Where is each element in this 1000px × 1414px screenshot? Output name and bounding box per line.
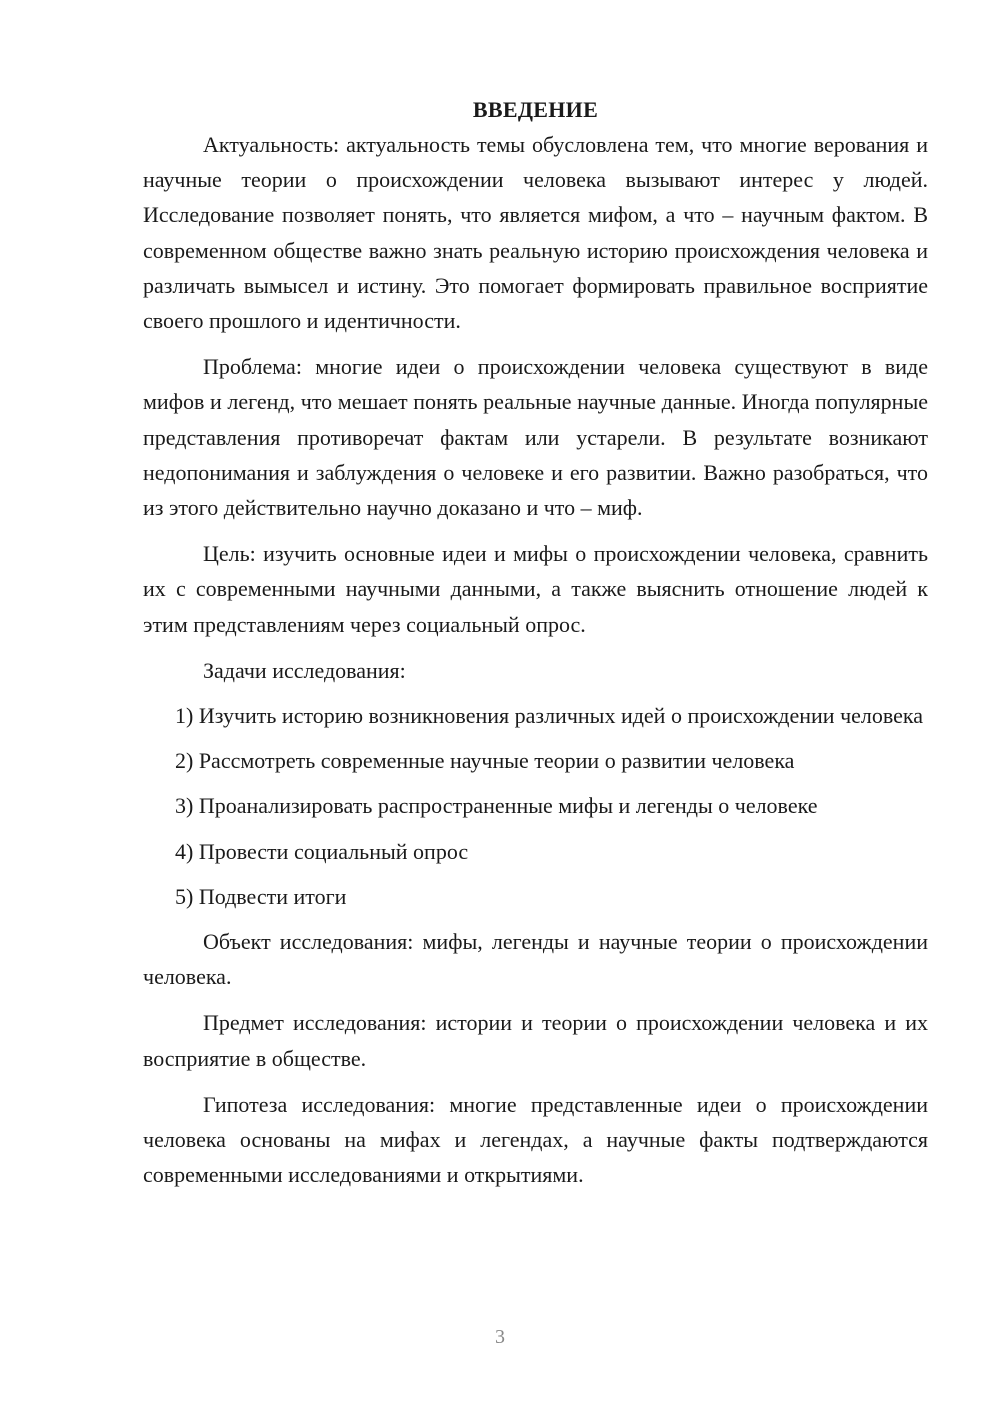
- tasks-heading: Задачи исследования:: [203, 657, 406, 683]
- page-title: ВВЕДЕНИЕ: [472, 97, 599, 122]
- paragraph-relevance: Актуальность: актуальность темы обусловлена тем, что многие верования и научные теории о происхождении человека вызывают интерес у людей. Исследование позволяет понять, что является мифом, а что – научным фактом. В современном обществе важно знать реальную историю происхождения человека и различать вымысел и истину. Это помогает формировать правильное восприятие своего прошлого и идентичности.: [143, 132, 928, 334]
- paragraph-subject: Предмет исследования: истории и теории о происхождении человека и их восприятие в обществе.: [143, 1010, 928, 1071]
- list-item: 2) Рассмотреть современные научные теории о развитии человека: [175, 748, 795, 774]
- paragraph-hypothesis: Гипотеза исследования: многие представленные идеи о происхождении человека основаны на мифах и легендах, а научные факты подтверждаются современными исследованиями и открытиями.: [143, 1091, 928, 1188]
- tasks-list: [143, 698, 928, 914]
- list-item: 5) Подвести итоги: [175, 883, 347, 909]
- list-item: 1) Изучить историю возникновения различных идей о происхождении человека: [175, 703, 924, 729]
- page-number: 3: [495, 1326, 505, 1348]
- document-page: [143, 92, 928, 1203]
- list-item: 4) Провести социальный опрос: [175, 838, 469, 864]
- paragraph-problem: Проблема: многие идеи о происхождении человека существуют в виде мифов и легенд, что мешает понять реальные научные данные. Иногда популярные представления противоречат фактам или устарели. В результате возникают недопонимания и заблуждения о человеке и его развитии. Важно разобраться, что из этого действительно научно доказано и что – миф.: [143, 354, 928, 521]
- paragraph-object: Объект исследования: мифы, легенды и научные теории о происхождении человека.: [143, 929, 928, 990]
- paragraph-goal: Цель: изучить основные идеи и мифы о происхождении человека, сравнить их с современными научными данными, а также выяснить отношение людей к этим представлениям через социальный опрос.: [143, 541, 928, 637]
- list-item: 3) Проанализировать распространенные мифы и легенды о человеке: [175, 793, 818, 819]
